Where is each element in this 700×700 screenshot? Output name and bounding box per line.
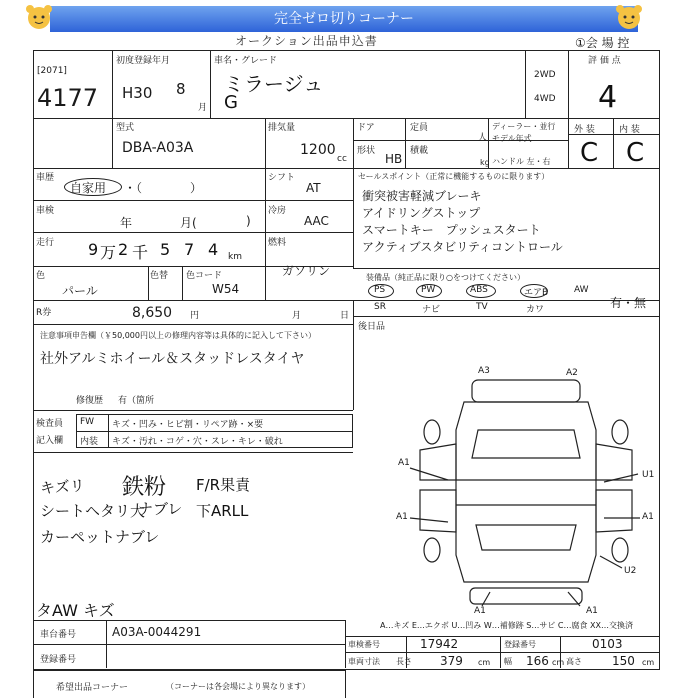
width-value: 166 xyxy=(526,654,549,668)
equipment-abs: ABS xyxy=(470,285,488,295)
chassis-value: A03A-0044291 xyxy=(112,625,202,639)
mileage-digit-3: 2 xyxy=(118,240,129,259)
load-unit: kg xyxy=(480,158,490,167)
interior-label: 内 装 xyxy=(619,125,640,135)
mileage-digit-4: 千 xyxy=(132,243,149,262)
model-name: ミラージュ xyxy=(224,72,324,96)
handwritten-line-4: タAW キズ xyxy=(36,601,115,620)
interior-tag: 内装 xyxy=(80,437,99,447)
form-heading: オークション出品申込書 xyxy=(235,34,378,48)
capacity-label: 定員 xyxy=(410,123,429,133)
model-year-label: モデル年式 xyxy=(492,134,532,143)
damage-mark-5: A1 xyxy=(396,512,408,522)
damage-mark-3: A1 xyxy=(398,458,410,468)
dealer-label: ディーラー・並行 xyxy=(492,122,556,131)
damage-mark-2: A2 xyxy=(566,368,578,378)
recycle-month: 月 xyxy=(292,311,302,321)
damage-legend: A…キズ E…エクボ U…凹み W…補修跡 S…サビ C…腐食 XX…交換済 xyxy=(380,621,634,630)
body-value: HB xyxy=(385,152,403,166)
sales-point-4: アクティブスタビリティコントロール xyxy=(362,240,563,254)
registration-year: H30 xyxy=(122,84,153,102)
sales-point-1: 衝突被害軽減ブレーキ xyxy=(362,189,482,203)
wish-label: 希望出品コーナー xyxy=(56,683,129,693)
fw-items: キズ・凹み・ヒビ割・リペア跡・×要 xyxy=(112,420,264,430)
recycle-label: R券 xyxy=(36,308,52,318)
ac-label: 冷房 xyxy=(268,206,287,216)
inspection-no-value: 17942 xyxy=(420,637,459,651)
drive-4wd: 4WD xyxy=(534,94,556,104)
equipment-tv: TV xyxy=(476,302,488,312)
mileage-digit-6: 7 xyxy=(184,240,195,259)
repair-label: 修復歴 xyxy=(76,396,104,406)
evaluation-score: 4 xyxy=(598,80,618,115)
repair-value: 有（箇所 xyxy=(118,396,155,406)
color-label: 色 xyxy=(36,271,46,281)
equipment-aw-choice: 有・無 xyxy=(610,296,647,310)
handwritten-line-1b: 鉄粉 xyxy=(122,475,167,500)
dimensions-label: 車両寸法 xyxy=(348,657,380,666)
fuel-label: 燃料 xyxy=(268,238,287,248)
lot-code: [2071] xyxy=(37,66,67,76)
notes-label: 注意事項申告欄（￥50,000円以上の修理内容等は具体的に記入して下さい） xyxy=(40,331,316,340)
recycle-unit: 円 xyxy=(190,311,200,321)
sales-points-label: セールスポイント（正常に機能するものに限ります） xyxy=(358,172,550,181)
damage-mark-7: U2 xyxy=(624,566,637,576)
usage-label: 車歴 xyxy=(36,173,55,183)
inspection-year-unit: 年 xyxy=(120,216,133,230)
damage-mark-9: A1 xyxy=(586,606,598,616)
color-change-label: 色替 xyxy=(150,271,169,281)
mascot-icon-left xyxy=(22,3,56,35)
chassis-label: 車台番号 xyxy=(40,630,77,640)
displacement-value: 1200 xyxy=(300,142,336,158)
inspection-label: 車検 xyxy=(36,206,55,216)
registration-label: 初度登録年月 xyxy=(116,56,171,66)
door-label: ドア xyxy=(357,123,375,133)
usage-value: 自家用 xyxy=(70,181,107,195)
handwritten-line-2b: ナブレ xyxy=(138,500,183,518)
height-unit: cm xyxy=(642,658,655,667)
length-label: 長さ xyxy=(396,657,412,666)
equipment-sr: SR xyxy=(374,302,386,312)
ac-value: AAC xyxy=(304,214,329,228)
handle-label: ハンドル 左・右 xyxy=(492,157,551,166)
notes-text: 社外アルミホイール＆スタッドレスタイヤ xyxy=(40,351,305,367)
usage-suffix: ・（ ） xyxy=(124,181,203,195)
inspector-label: 検査員 xyxy=(36,419,64,429)
reg-no-label: 登録番号 xyxy=(504,640,536,649)
mileage-label: 走行 xyxy=(36,238,55,248)
handwritten-line-3: カーペットナブレ xyxy=(40,528,160,546)
width-label: 幅 xyxy=(504,657,512,666)
equipment-aw: AW xyxy=(574,285,589,295)
banner-title: 完全ゼロ切りコーナー xyxy=(50,6,638,32)
inspection-no-label: 車検番号 xyxy=(348,640,380,649)
inspection-month-unit: 月( xyxy=(180,216,197,230)
equipment-airbag: エアB xyxy=(524,288,549,298)
damage-mark-8: A1 xyxy=(474,606,486,616)
handwritten-line-2c: 下ARLL xyxy=(196,502,249,520)
venue-label: ①会 場 控 xyxy=(575,36,630,50)
width-unit: cm xyxy=(552,658,565,667)
reg-number-label: 登録番号 xyxy=(40,655,77,665)
type-label: 型式 xyxy=(116,123,135,133)
load-label: 積載 xyxy=(410,146,429,156)
damage-mark-4: U1 xyxy=(642,470,655,480)
shift-value: AT xyxy=(306,181,321,195)
exterior-grade: C xyxy=(580,138,599,168)
capacity-unit: 人 xyxy=(478,133,488,143)
evaluation-label: 評 価 点 xyxy=(588,56,621,66)
mileage-unit: km xyxy=(228,252,242,262)
interior-grade: C xyxy=(626,138,645,168)
shift-label: シフト xyxy=(268,173,296,183)
wish-note: （コーナーは各会場により異なります） xyxy=(166,682,310,691)
body-label: 形状 xyxy=(357,146,376,156)
equipment-pw: PW xyxy=(421,285,436,295)
mileage-digit-7: 4 xyxy=(208,240,219,259)
equipment-label: 装備品（純正品に限り○をつけてください） xyxy=(366,273,525,282)
sales-point-3: スマートキー プッシュスタート xyxy=(362,223,541,237)
entry-label: 記入欄 xyxy=(36,436,64,446)
length-unit: cm xyxy=(478,658,491,667)
displacement-unit: cc xyxy=(337,154,347,164)
color-code-label: 色コード xyxy=(186,271,223,281)
height-value: 150 xyxy=(612,654,635,668)
reg-no-value: 0103 xyxy=(592,637,623,651)
type-value: DBA-A03A xyxy=(122,140,194,156)
registration-month: 8 xyxy=(176,80,186,98)
registration-month-unit: 月 xyxy=(198,103,208,113)
model-label: 車名・グレード xyxy=(214,56,278,66)
mileage-digit-2: 万 xyxy=(100,243,117,262)
model-grade: G xyxy=(224,92,238,113)
mascot-icon-right xyxy=(612,3,646,35)
displacement-label: 排気量 xyxy=(268,123,296,133)
damage-mark-6: A1 xyxy=(642,512,654,522)
exterior-label: 外 装 xyxy=(574,125,595,135)
interior-items: キズ・汚れ・コゲ・穴・スレ・キレ・破れ xyxy=(112,437,283,447)
fuel-value: ガソリン xyxy=(282,264,331,278)
fw-label: FW xyxy=(80,417,95,427)
handwritten-line-2: シートヘタリ大 xyxy=(40,502,146,520)
equipment-navi: ナビ xyxy=(422,305,441,315)
recycle-day: 日 xyxy=(340,311,350,321)
rear-seat-label: 後日品 xyxy=(358,322,386,332)
mileage-digit-5: 5 xyxy=(160,240,171,259)
color-code-value: W54 xyxy=(212,282,240,296)
equipment-leather: カワ xyxy=(526,305,545,315)
inspection-day-unit: ) xyxy=(246,214,251,228)
color-value: パール xyxy=(62,284,98,298)
damage-mark-1: A3 xyxy=(478,366,490,376)
handwritten-line-1c: F/R果責 xyxy=(196,476,251,494)
sales-point-2: アイドリングストップ xyxy=(362,206,481,220)
length-value: 379 xyxy=(440,654,463,668)
height-label: 高さ xyxy=(566,657,582,666)
drive-2wd: 2WD xyxy=(534,70,556,80)
recycle-amount: 8,650 xyxy=(132,305,173,321)
equipment-ps: PS xyxy=(374,285,386,295)
mileage-digit-1: 9 xyxy=(88,240,99,259)
handwritten-line-1: キズリ xyxy=(39,476,86,498)
lot-number: 4177 xyxy=(37,84,99,112)
car-damage-diagram xyxy=(390,360,660,615)
